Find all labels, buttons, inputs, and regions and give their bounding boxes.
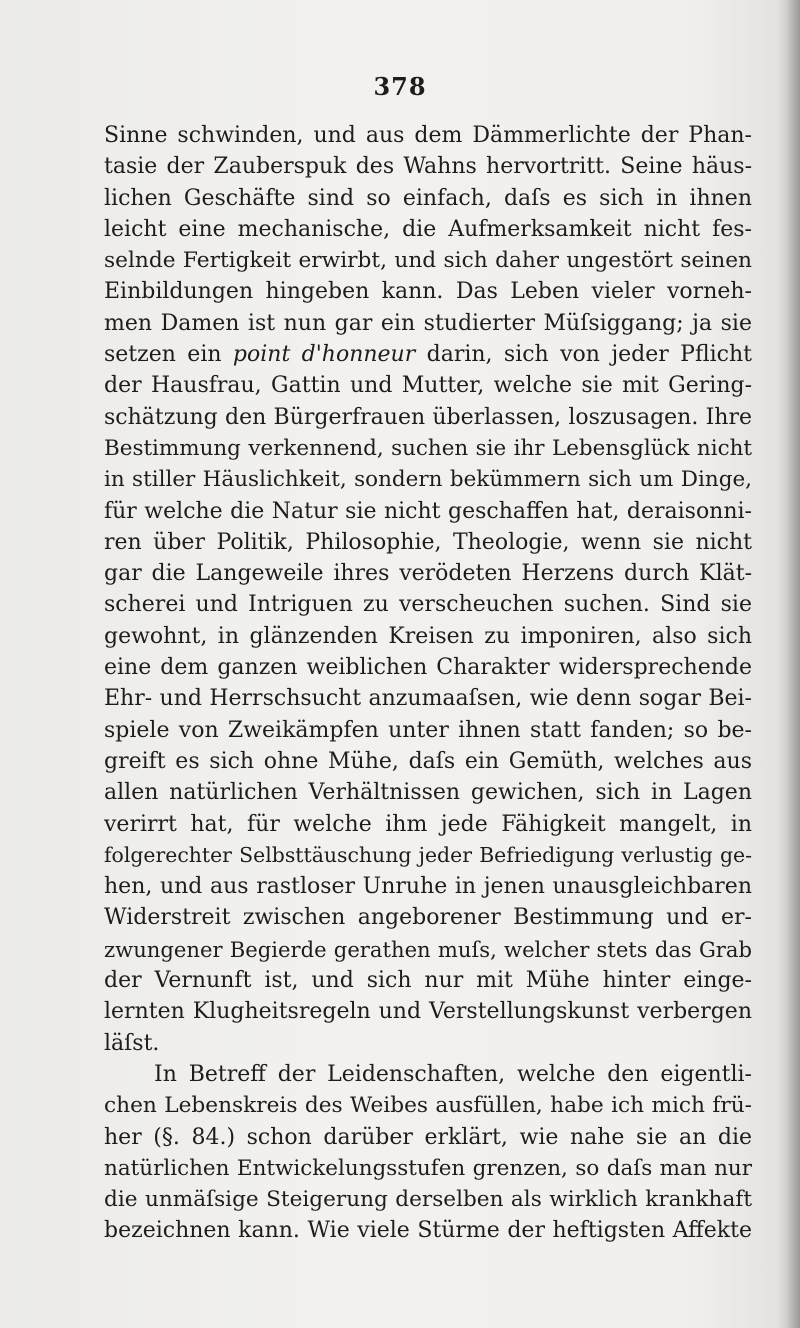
text-line: allen natürlichen Verhältnissen gewichen, sich in Lagen <box>104 780 752 806</box>
text-line: in stiller Häuslichkeit, sondern bekümmern sich um Dinge, <box>104 467 752 493</box>
text-line: In Betreff der Leidenschaften, welche den eigentli- <box>154 1061 752 1087</box>
text-line: eine dem ganzen weiblichen Charakter widersprechende <box>104 655 752 681</box>
text-line: der Vernunft ist, und sich nur mit Mühe hinter einge- <box>104 968 752 994</box>
text-line: bezeichnen kann. Wie viele Stürme der heftigsten Affekte <box>104 1218 752 1244</box>
text-line: her (§. 84.) schon darüber erklärt, wie nahe sie an die <box>104 1124 752 1150</box>
text-line: gar die Langeweile ihres verödeten Herzens durch Klät- <box>104 561 752 587</box>
text-line: folgerechter Selbsttäuschung jeder Befriedigung verlustig ge- <box>104 842 752 867</box>
page-edge-shadow <box>786 0 800 1328</box>
text-line: lichen Geschäfte sind so einfach, daſs es sich in ihnen <box>104 185 752 211</box>
text-line: scherei und Intriguen zu verscheuchen suchen. Sind sie <box>104 592 752 618</box>
text-line: schätzung den Bürgerfrauen überlassen, loszusagen. Ihre <box>104 404 752 430</box>
text-line: tasie der Zauberspuk des Wahns hervortritt. Seine häus- <box>104 154 752 180</box>
text-line <box>104 339 752 370</box>
text-line: gewohnt, in glänzenden Kreisen zu imponiren, also sich <box>104 623 752 649</box>
text-line: Einbildungen hingeben kann. Das Leben vieler vorneh- <box>104 279 752 305</box>
text-line: Ehr- und Herrschsucht anzumaaſsen, wie denn sogar Bei- <box>104 686 752 712</box>
text-line: selnde Fertigkeit erwirbt, und sich daher ungestört seinen <box>104 248 752 274</box>
text-line: lernten Klugheitsregeln und Verstellungskunst verbergen <box>104 999 752 1025</box>
text-line: zwungener Begierde gerathen muſs, welcher stets das Grab <box>104 936 752 962</box>
text-line: der Hausfrau, Gattin und Mutter, welche sie mit Gering- <box>104 373 752 399</box>
text-segment: setzen ein <box>104 342 233 368</box>
text-line: men Damen ist nun gar ein studierter Müſsiggang; ja sie <box>104 310 752 336</box>
text-line: chen Lebenskreis des Weibes ausfüllen, habe ich mich frü- <box>104 1093 752 1119</box>
italic-phrase: point d'honneur <box>232 342 416 368</box>
text-line: natürlichen Entwickelungsstufen grenzen, so daſs man nur <box>104 1155 752 1181</box>
text-line: spiele von Zweikämpfen unter ihnen statt fanden; so be- <box>104 717 752 743</box>
text-line: Bestimmung verkennend, suchen sie ihr Lebensglück nicht <box>104 435 752 461</box>
text-line: verirrt hat, für welche ihm jede Fähigkeit mangelt, in <box>104 811 752 837</box>
text-segment: darin, sich von jeder Pflicht <box>415 342 752 368</box>
body-text <box>104 120 752 1247</box>
text-line: ren über Politik, Philosophie, Theologie, wenn sie nicht <box>104 529 752 555</box>
text-line: läſst. <box>104 1030 160 1056</box>
text-line: greift es sich ohne Mühe, daſs ein Gemüth, welches aus <box>104 748 752 774</box>
text-line: hen, und aus rastloser Unruhe in jenen unausgleichbaren <box>104 874 752 900</box>
text-line: leicht eine mechanische, die Aufmerksamkeit nicht fes- <box>104 216 752 242</box>
text-line: Widerstreit zwischen angeborener Bestimmung und er- <box>104 905 752 931</box>
page-number: 378 <box>373 72 427 101</box>
text-line: Sinne schwinden, und aus dem Dämmerlichte der Phan- <box>104 123 752 148</box>
text-line: für welche die Natur sie nicht geschaffen hat, deraisonni- <box>104 498 752 524</box>
text-line: die unmäſsige Steigerung derselben als wirklich krankhaft <box>104 1187 752 1213</box>
